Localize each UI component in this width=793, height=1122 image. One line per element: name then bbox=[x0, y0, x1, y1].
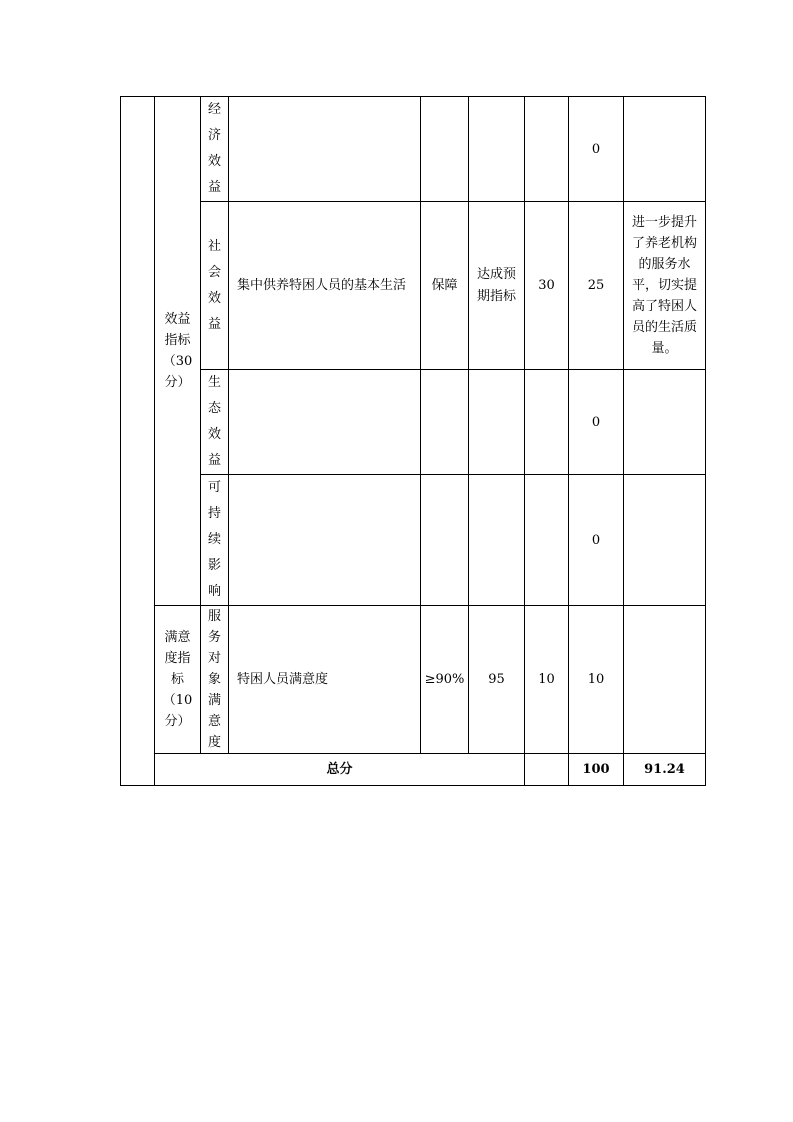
score-cell-ecological bbox=[569, 370, 624, 475]
benefit-group-line4: 分） bbox=[164, 375, 191, 390]
total-label: 总分 bbox=[326, 762, 353, 777]
target-cell-satisfaction bbox=[421, 606, 469, 754]
category-cell-economic bbox=[201, 97, 229, 202]
category-cell-sustainable bbox=[201, 475, 229, 606]
score-ecological: 0 bbox=[591, 414, 601, 430]
actual-cell-satisfaction bbox=[469, 606, 525, 754]
table-row-economic bbox=[121, 97, 706, 202]
total-score-cell bbox=[624, 754, 706, 786]
actual-cell-ecological bbox=[469, 370, 525, 475]
table-row-total bbox=[121, 754, 706, 786]
actual-cell-sustainable bbox=[469, 475, 525, 606]
indicator-cell-economic bbox=[229, 97, 421, 202]
total-empty-cell bbox=[525, 754, 569, 786]
score-cell-sustainable bbox=[569, 475, 624, 606]
note-cell-ecological bbox=[624, 370, 706, 475]
score-cell-social bbox=[569, 202, 624, 370]
total-score: 91.24 bbox=[644, 762, 685, 777]
total-weight: 100 bbox=[582, 762, 610, 777]
note-cell-sustainable bbox=[624, 475, 706, 606]
target-social: 保障 bbox=[431, 278, 458, 293]
table-row-ecological bbox=[121, 370, 706, 475]
score-economic: 0 bbox=[591, 141, 601, 157]
table-row-social bbox=[121, 202, 706, 370]
benefit-group-line3: （30 bbox=[162, 354, 193, 369]
category-satisfaction: 服务对象满意度 bbox=[207, 609, 221, 750]
actual-social: 达成预期指标 bbox=[476, 266, 516, 304]
category-economic: 经济效益 bbox=[207, 102, 221, 195]
weight-satisfaction: 10 bbox=[538, 672, 555, 687]
note-social: 进一步提升了养老机构的服务水平，切实提高了特困人员的生活质量。 bbox=[631, 215, 697, 356]
indicator-satisfaction: 特困人员满意度 bbox=[237, 672, 329, 687]
category-ecological: 生态效益 bbox=[207, 375, 221, 468]
indicator-cell-social bbox=[229, 202, 421, 370]
satisfaction-group-line3: 标 bbox=[170, 672, 184, 687]
note-cell-social bbox=[624, 202, 706, 370]
score-satisfaction: 10 bbox=[587, 672, 605, 687]
first-level-indicator-cell bbox=[121, 97, 155, 786]
satisfaction-group-line1: 满意 bbox=[164, 630, 191, 645]
category-social: 社会效益 bbox=[207, 238, 221, 332]
actual-satisfaction: 95 bbox=[488, 672, 505, 687]
satisfaction-group-line4: （10 bbox=[162, 693, 193, 708]
total-weight-cell bbox=[569, 754, 624, 786]
weight-cell-sustainable bbox=[525, 475, 569, 606]
satisfaction-group-line5: 分） bbox=[164, 714, 191, 729]
indicator-cell-satisfaction bbox=[229, 606, 421, 754]
score-social: 25 bbox=[587, 278, 605, 293]
score-cell-satisfaction bbox=[569, 606, 624, 754]
score-cell-economic bbox=[569, 97, 624, 202]
score-sustainable: 0 bbox=[591, 532, 601, 548]
performance-evaluation-sheet bbox=[120, 96, 705, 777]
benefit-group-line1: 效益 bbox=[164, 312, 191, 327]
table-row-sustainable bbox=[121, 475, 706, 606]
actual-cell-economic bbox=[469, 97, 525, 202]
category-cell-satisfaction bbox=[201, 606, 229, 754]
target-cell-sustainable bbox=[421, 475, 469, 606]
indicator-cell-sustainable bbox=[229, 475, 421, 606]
benefit-group-cell bbox=[155, 97, 201, 606]
indicator-social: 集中供养特困人员的基本生活 bbox=[237, 278, 407, 293]
target-cell-ecological bbox=[421, 370, 469, 475]
category-cell-social bbox=[201, 202, 229, 370]
indicator-cell-ecological bbox=[229, 370, 421, 475]
weight-cell-social bbox=[525, 202, 569, 370]
total-label-cell bbox=[155, 754, 525, 786]
weight-cell-satisfaction bbox=[525, 606, 569, 754]
weight-social: 30 bbox=[538, 278, 555, 293]
weight-cell-ecological bbox=[525, 370, 569, 475]
note-cell-satisfaction bbox=[624, 606, 706, 754]
satisfaction-group-line2: 度指 bbox=[164, 651, 191, 666]
target-cell-social bbox=[421, 202, 469, 370]
evaluation-table bbox=[120, 96, 706, 786]
target-satisfaction: ≥90% bbox=[424, 672, 465, 687]
note-cell-economic bbox=[624, 97, 706, 202]
category-sustainable: 可持续影响 bbox=[207, 480, 221, 599]
benefit-group-line2: 指标 bbox=[164, 333, 191, 348]
table-row-satisfaction bbox=[121, 606, 706, 754]
satisfaction-group-cell bbox=[155, 606, 201, 754]
actual-cell-social bbox=[469, 202, 525, 370]
category-cell-ecological bbox=[201, 370, 229, 475]
target-cell-economic bbox=[421, 97, 469, 202]
weight-cell-economic bbox=[525, 97, 569, 202]
